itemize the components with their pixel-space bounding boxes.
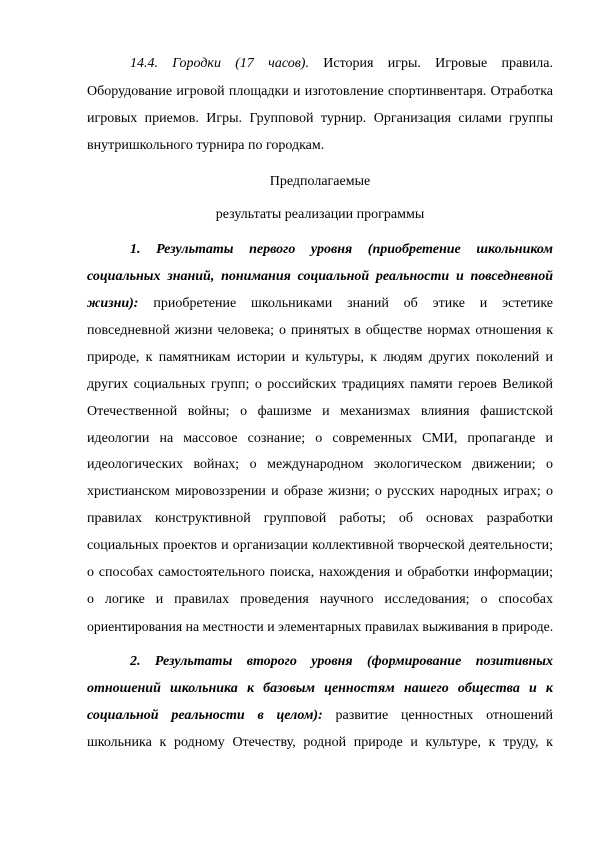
text-line: о логике и правилах проведения научного исследования; о способах <box>87 592 553 607</box>
text-line: 14.4. Городки (17 часов). История игры. Игровые правила. <box>130 56 553 71</box>
result1-title-line: 1. Результаты первого уровня (приобретение школьником <box>130 242 553 257</box>
text-line: повседневной жизни человека; о принятых в обществе нормах отношения к <box>87 323 553 338</box>
text-line: правилах конструктивной групповой работы; об основах разработки <box>87 511 553 526</box>
text-line: идеологии на массовое сознание; о современных СМИ, пропаганде и <box>87 431 553 446</box>
result2-title-line: отношений школьника к базовым ценностям нашего общества и к <box>87 681 553 696</box>
text-line: социальных проектов и организации коллективной творческой деятельности; <box>87 538 553 553</box>
text-line: ориентирования на местности и элементарных правилах выживания в природе. <box>87 619 554 634</box>
text-line: игровых приемов. Игры. Групповой турнир. Организация силами группы <box>87 111 553 126</box>
text-line: других социальных групп; о российских традициях памяти героев Великой <box>87 377 553 392</box>
result2-title-line: 2. Результаты второго уровня (формирование позитивных <box>130 654 553 669</box>
text-line: идеологических войнах; о международном экологическом движении; о <box>87 457 553 472</box>
text-line: внутришкольного турнира по городкам. <box>87 138 325 153</box>
text-line: школьника к родному Отечеству, родной природе и культуре, к труду, к <box>87 735 553 750</box>
text-line: Отечественной войны; о фашизме и механизмах влияния фашистской <box>87 404 553 419</box>
result1-title-line: социальных знаний, понимания социальной реальности и повседневной <box>87 269 553 284</box>
text-line: Оборудование игровой площадки и изготовление спортинвентаря. Отработка <box>87 84 553 99</box>
text-line: жизни): приобретение школьниками знаний об этике и эстетике <box>87 296 553 311</box>
text-line: о способах самостоятельного поиска, нахождения и обработки информации; <box>87 565 553 580</box>
heading-line-1: Предполагаемые <box>269 174 371 189</box>
heading-line-2: результаты реализации программы <box>215 207 425 222</box>
text-line: природе, к памятникам истории и культуры, к людям других поколений и <box>87 350 553 365</box>
text-line: христианском мировоззрении и образе жизни; о русских народных играх; о <box>87 484 553 499</box>
text-line: социальной реальности в целом): развитие ценностных отношений <box>87 708 554 723</box>
section-title-gorodki: 14.4. Городки (17 часов). <box>130 56 309 71</box>
